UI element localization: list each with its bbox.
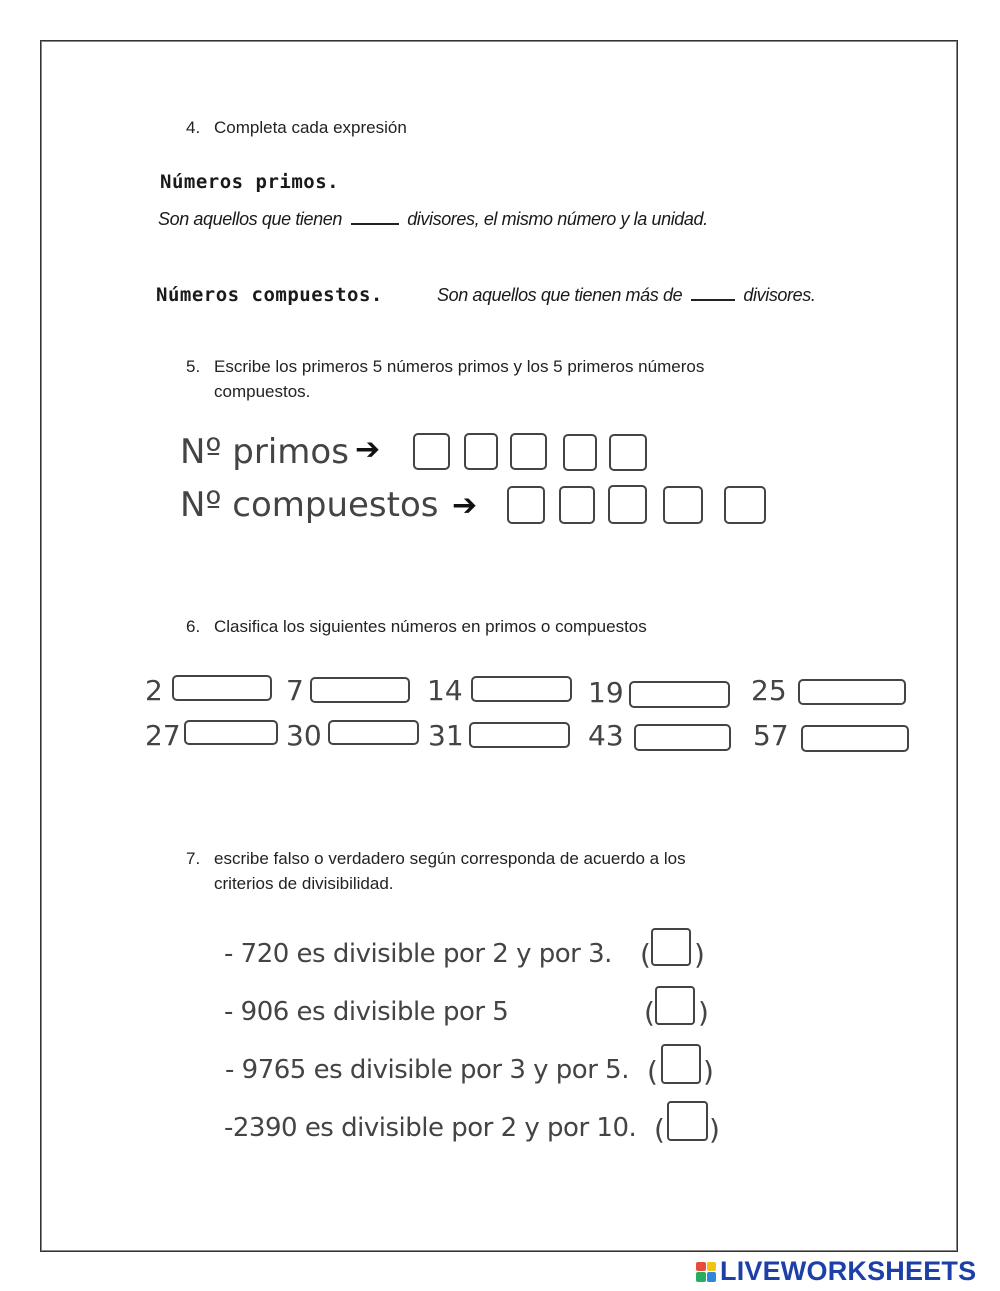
q7-prompt-line1: escribe falso o verdadero según corresponda de acuerdo a los [214,849,686,868]
compuestos-arrow-icon: ➔ [452,488,478,523]
statement-3-paren-open: ( [647,1055,658,1088]
compuestos-label: Nº compuestos [180,485,439,525]
statement-2: - 906 es divisible por 5 [224,997,509,1027]
primos-label: Nº primos [180,432,349,472]
classify-number-30: 30 [286,719,322,752]
statement-3: - 9765 es divisible por 3 y por 5. [225,1055,629,1085]
q6-prompt: Clasifica los siguientes números en primos o compuestos [214,617,647,636]
classify-input-30[interactable] [328,720,419,745]
classify-input-7[interactable] [310,677,410,703]
compuesto-box-1[interactable] [507,486,545,524]
classify-input-57[interactable] [801,725,909,752]
compuestos-blank[interactable] [691,299,735,301]
primo-box-1[interactable] [413,433,450,470]
classify-input-14[interactable] [471,676,572,702]
statement-1-answer[interactable] [651,928,691,966]
liveworksheets-logo [696,1256,976,1287]
q5-prompt-line1: Escribe los primeros 5 números primos y los 5 primeros números [214,357,705,376]
compuesto-box-3[interactable] [608,485,647,524]
primo-box-3[interactable] [510,433,547,470]
statement-1-paren-open: ( [640,938,651,971]
primos-arrow-icon: ➔ [355,432,381,467]
classify-number-43: 43 [588,719,624,752]
q4-number: 4. [186,118,201,137]
statement-4-paren-close: ) [709,1113,720,1146]
statement-3-paren-close: ) [703,1055,714,1088]
liveworksheets-brand: LIVEWORKSHEETS [720,1256,977,1286]
statement-2-paren-close: ) [698,996,709,1029]
statement-4: -2390 es divisible por 2 y por 10. [224,1113,637,1143]
compuestos-definition-start: Son aquellos que tienen más de [437,285,683,305]
primos-title: Números primos. [160,171,340,193]
primos-blank[interactable] [351,223,399,225]
statement-4-answer[interactable] [667,1101,708,1141]
q7-number: 7. [186,849,201,868]
classify-number-14: 14 [427,674,463,707]
classify-number-27: 27 [145,719,181,752]
classify-number-19: 19 [588,676,624,709]
q6-number: 6. [186,617,201,636]
primo-box-4[interactable] [563,434,597,471]
statement-1-paren-close: ) [694,938,705,971]
compuestos-definition-end: divisores. [743,285,816,305]
classify-input-2[interactable] [172,675,272,701]
classify-input-31[interactable] [469,722,570,748]
statement-2-paren-open: ( [644,996,655,1029]
compuesto-box-5[interactable] [724,486,766,524]
classify-number-57: 57 [753,719,789,752]
statement-4-paren-open: ( [654,1113,665,1146]
classify-input-19[interactable] [629,681,730,708]
classify-input-27[interactable] [184,720,278,745]
primo-box-2[interactable] [464,433,498,470]
primos-definition-end: divisores, el mismo número y la unidad. [407,209,708,229]
q7-prompt-line2: criterios de divisibilidad. [214,874,394,893]
q5-prompt-line2: compuestos. [214,382,311,401]
primos-definition-start: Son aquellos que tienen [158,209,342,229]
compuesto-box-2[interactable] [559,486,595,524]
liveworksheets-logo-icon [696,1262,716,1282]
q4-prompt: Completa cada expresión [214,118,407,137]
primo-box-5[interactable] [609,434,647,471]
classify-input-43[interactable] [634,724,731,751]
classify-input-25[interactable] [798,679,906,705]
primos-definition [158,209,708,230]
classify-number-31: 31 [428,719,464,752]
classify-number-2: 2 [145,674,163,707]
compuestos-title: Números compuestos. [156,284,383,306]
q5-number: 5. [186,357,201,376]
classify-number-7: 7 [286,674,304,707]
statement-1: - 720 es divisible por 2 y por 3. [224,939,612,969]
statement-2-answer[interactable] [655,986,695,1025]
classify-number-25: 25 [751,674,787,707]
statement-3-answer[interactable] [661,1044,701,1084]
compuestos-definition [437,285,815,306]
compuesto-box-4[interactable] [663,486,703,524]
